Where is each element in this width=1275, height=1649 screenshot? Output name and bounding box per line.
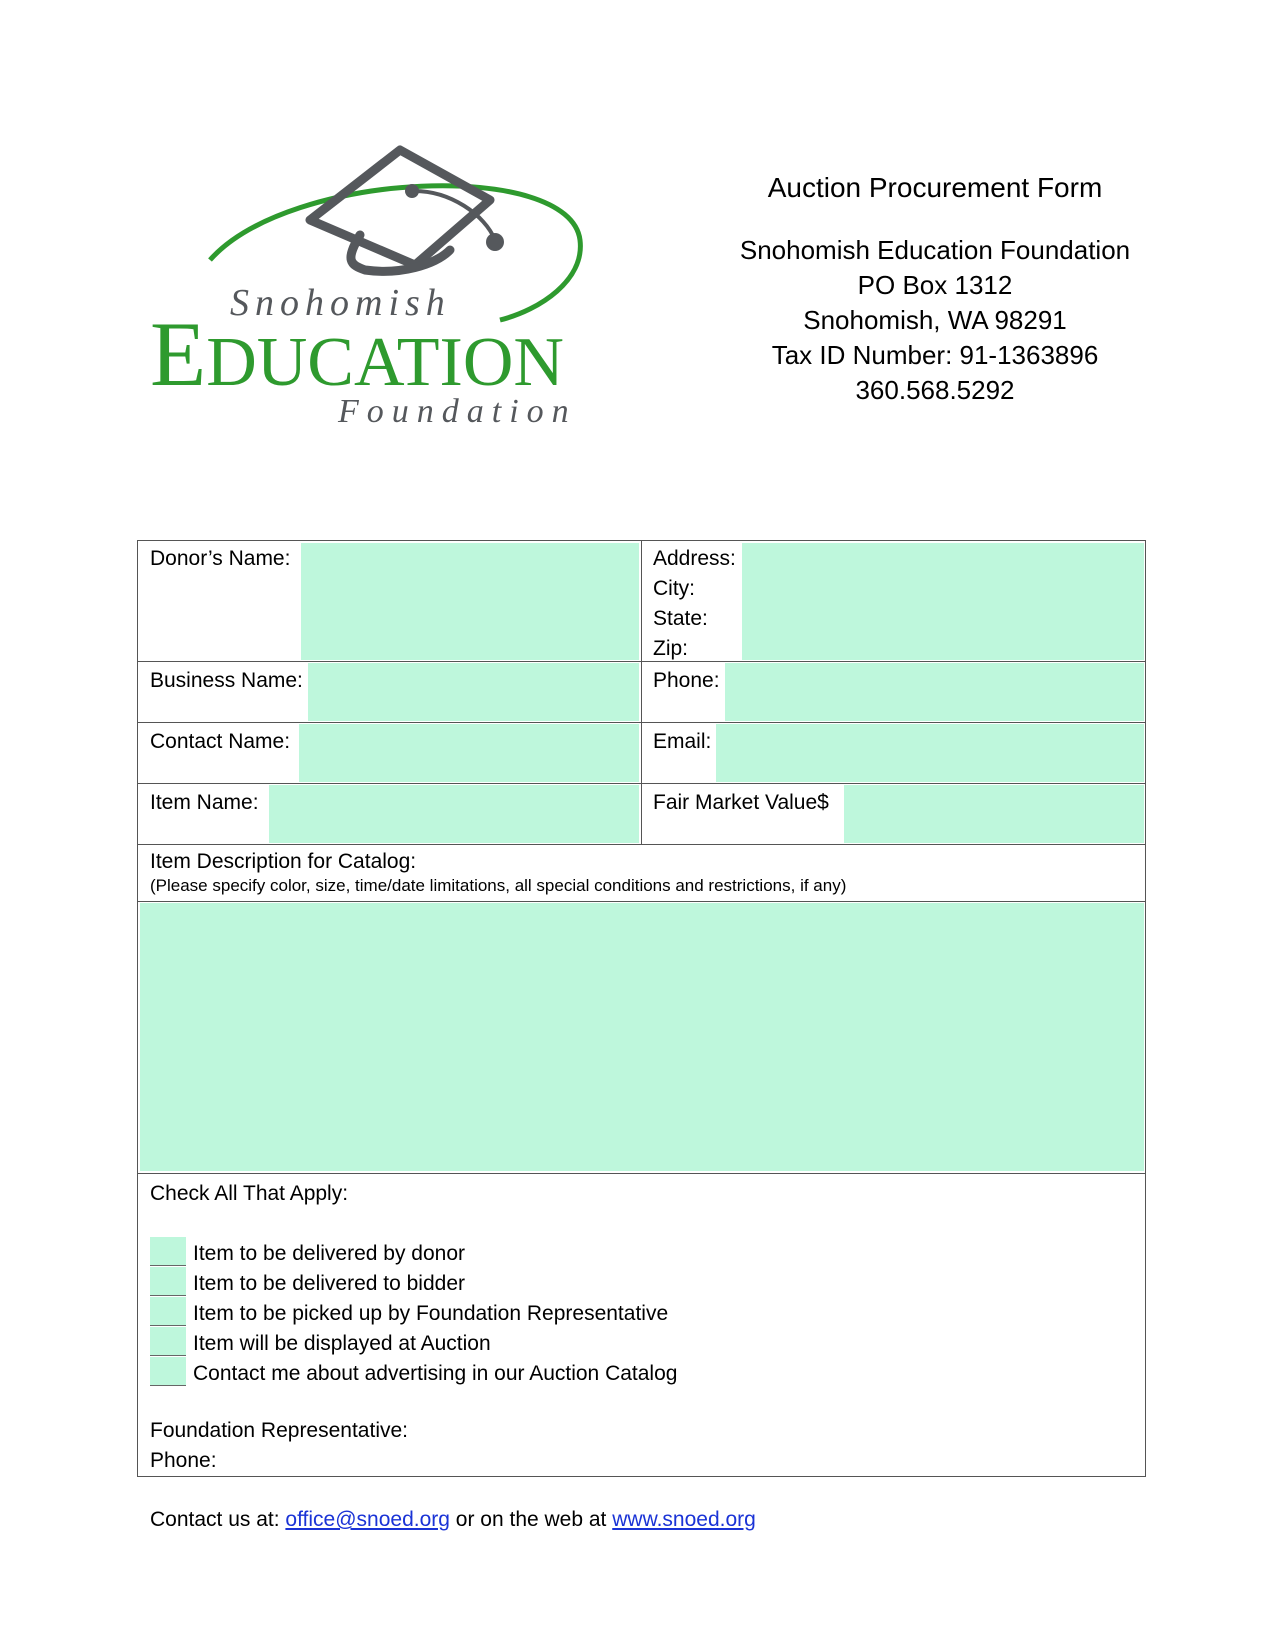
state-label: State: xyxy=(653,607,708,630)
description-label: Item Description for Catalog: xyxy=(150,850,417,873)
contact-name-label: Contact Name: xyxy=(150,730,291,753)
graduation-cap-icon xyxy=(150,140,630,440)
org-phone: 360.568.5292 xyxy=(855,375,1015,405)
description-field[interactable] xyxy=(140,903,1144,1171)
email-field[interactable] xyxy=(716,724,1144,782)
footer-prefix: Contact us at: xyxy=(150,1508,286,1531)
check-option[interactable] xyxy=(150,1297,668,1329)
check-option[interactable] xyxy=(150,1357,677,1389)
logo-line3: Foundation xyxy=(338,393,577,430)
item-name-label: Item Name: xyxy=(150,791,259,814)
check-option-label: Contact me about advertising in our Auction Catalog xyxy=(193,1362,678,1385)
foundation-logo xyxy=(150,140,630,440)
check-option-label: Item to be delivered by donor xyxy=(193,1242,465,1265)
check-option-label: Item to be picked up by Foundation Representative xyxy=(193,1302,669,1325)
fair-market-value-label: Fair Market Value$ xyxy=(653,791,829,814)
email-label: Email: xyxy=(653,730,712,753)
email-link[interactable]: office@snoed.org xyxy=(285,1508,450,1531)
phone-label: Phone: xyxy=(653,669,720,692)
procurement-form xyxy=(137,540,1146,1477)
footer-middle: or on the web at xyxy=(449,1508,613,1531)
phone-field[interactable] xyxy=(725,663,1144,721)
check-option[interactable] xyxy=(150,1267,465,1299)
form-title: Auction Procurement Form xyxy=(767,172,1103,203)
checkbox[interactable] xyxy=(150,1297,186,1326)
city-label: City: xyxy=(653,577,695,600)
logo-line1: Snohomish xyxy=(230,282,451,324)
contact-name-field[interactable] xyxy=(299,724,639,782)
checkbox[interactable] xyxy=(150,1267,186,1296)
logo-line2-initial: E xyxy=(150,303,207,405)
donor-name-field[interactable] xyxy=(301,543,639,660)
row-divider xyxy=(138,844,1145,845)
column-divider xyxy=(641,541,642,844)
address-label: Address: xyxy=(653,547,736,570)
tax-id: Tax ID Number: 91-1363896 xyxy=(771,340,1099,370)
rep-phone-label: Phone: xyxy=(150,1449,217,1472)
donor-name-label: Donor’s Name: xyxy=(150,547,291,570)
item-name-field[interactable] xyxy=(269,785,639,843)
checkbox[interactable] xyxy=(150,1327,186,1356)
checkbox[interactable] xyxy=(150,1237,186,1266)
description-note: (Please specify color, size, time/date limitations, all special conditions and restrictions, if any) xyxy=(150,876,847,895)
zip-label: Zip: xyxy=(653,637,689,660)
checkbox[interactable] xyxy=(150,1357,186,1386)
row-divider xyxy=(138,1173,1145,1174)
check-title: Check All That Apply: xyxy=(150,1182,349,1205)
address-field[interactable] xyxy=(742,543,1144,660)
website-link[interactable]: www.snoed.org xyxy=(612,1508,756,1531)
city-state-zip: Snohomish, WA 98291 xyxy=(803,305,1067,335)
check-option[interactable] xyxy=(150,1327,491,1359)
organization-info xyxy=(700,170,1170,408)
org-name: Snohomish Education Foundation xyxy=(739,235,1131,265)
fair-market-value-field[interactable] xyxy=(844,785,1144,843)
business-name-field[interactable] xyxy=(308,663,639,721)
row-divider xyxy=(138,901,1145,902)
po-box: PO Box 1312 xyxy=(857,270,1013,300)
check-option-label: Item to be delivered to bidder xyxy=(193,1272,465,1295)
foundation-rep-label: Foundation Representative: xyxy=(150,1419,408,1442)
check-option[interactable] xyxy=(150,1237,465,1269)
check-option-label: Item will be displayed at Auction xyxy=(193,1332,491,1355)
business-name-label: Business Name: xyxy=(150,669,303,692)
contact-footer xyxy=(150,1508,756,1532)
logo-line2-rest: DUCATION xyxy=(206,324,564,401)
